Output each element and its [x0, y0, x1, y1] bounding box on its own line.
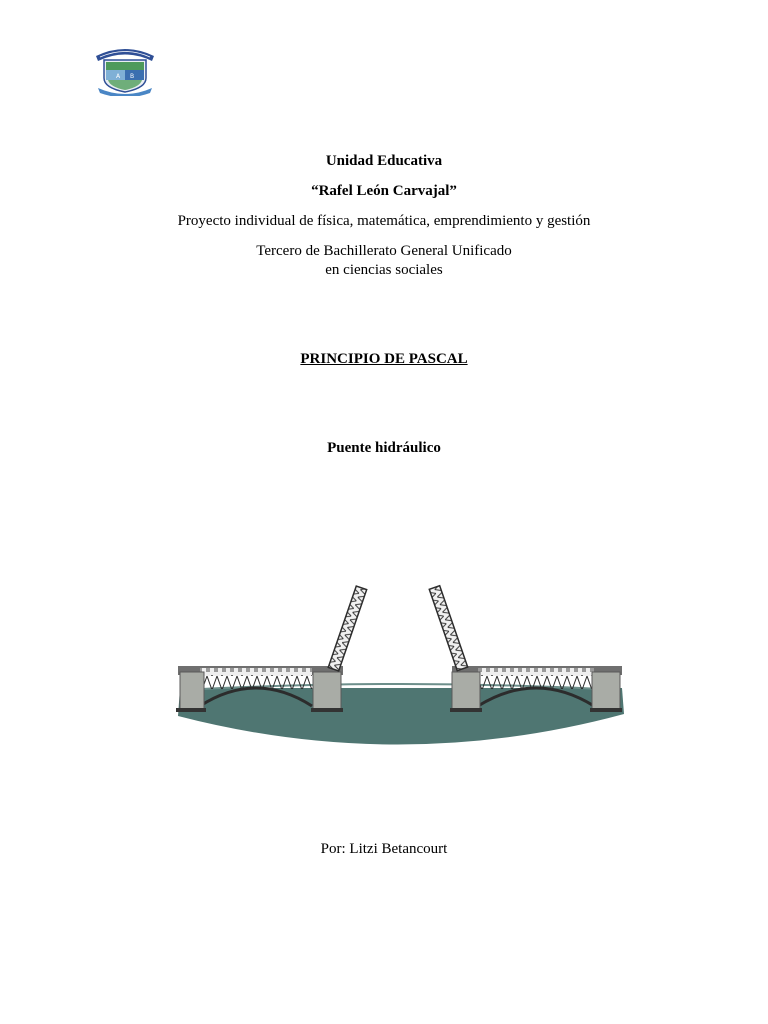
document-subtitle: Puente hidráulico: [327, 440, 441, 456]
svg-text:A: A: [116, 73, 121, 80]
school-crest-logo: [92, 44, 158, 96]
svg-text:B: B: [130, 73, 135, 80]
document-title: [0, 350, 768, 368]
grade-line-2: en ciencias sociales: [325, 262, 443, 278]
document-title-text: PRINCIPIO DE PASCAL: [300, 351, 468, 367]
drawbridge-illustration: [172, 578, 628, 756]
author-line: Por: Litzi Betancourt: [320, 841, 448, 857]
institution-name: “Rafel León Carvajal”: [311, 183, 457, 199]
project-description: Proyecto individual de física, matemática, emprendimiento y gestión: [177, 213, 591, 229]
grade-line-1: Tercero de Bachillerato General Unificado: [256, 243, 512, 259]
institution-label: Unidad Educativa: [325, 153, 443, 169]
